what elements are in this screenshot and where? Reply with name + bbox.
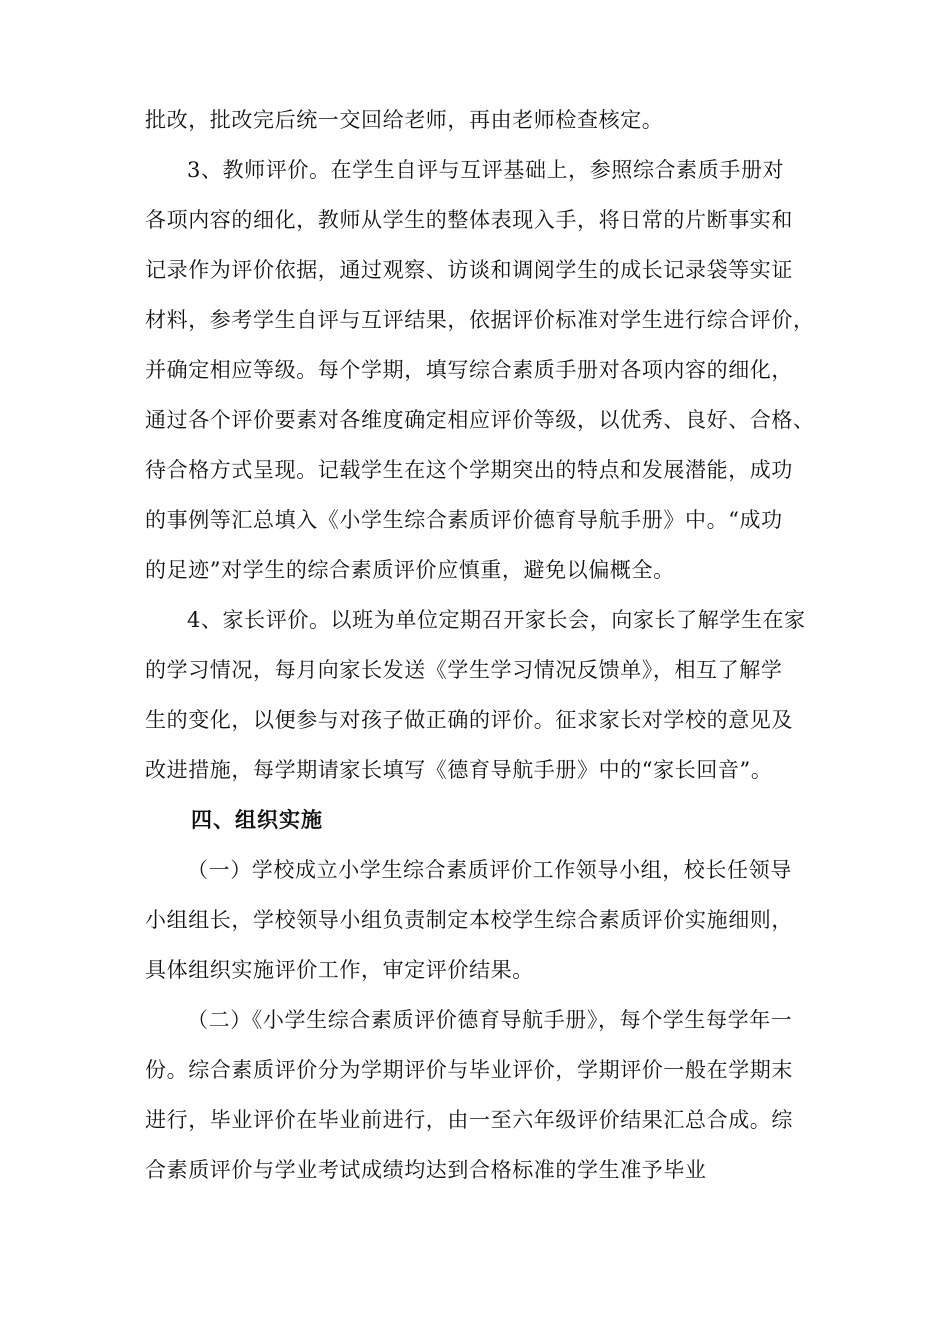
paragraph-line: （一）学校成立小学生综合素质评价工作领导小组，校长任领导 [187,858,792,882]
paragraph-line: 通过各个评价要素对各维度确定相应评价等级，以优秀、良好、合格、 [145,408,815,432]
paragraph-line: 改进措施，每学期请家长填写《德育导航手册》中的“家长回音”。 [145,758,773,782]
paragraph-line: 各项内容的细化，教师从学生的整体表现入手，将日常的片断事实和 [145,208,793,232]
paragraph-line: 的学习情况，每月向家长发送《学生学习情况反馈单》，相互了解学 [145,658,783,682]
paragraph-line: 并确定相应等级。每个学期，填写综合素质手册对各项内容的细化， [145,358,793,382]
paragraph-line: 小组组长，学校领导小组负责制定本校学生综合素质评价实施细则， [145,908,793,932]
paragraph-line: 合素质评价与学业考试成绩均达到合格标准的学生准予毕业 [145,1158,707,1182]
paragraph-line: 进行，毕业评价在毕业前进行，由一至六年级评价结果汇总合成。综 [145,1108,793,1132]
paragraph-line: 份。综合素质评价分为学期评价与毕业评价，学期评价一般在学期末 [145,1058,793,1082]
section-heading: 四、组织实施 [191,808,323,832]
paragraph-line: 记录作为评价依据，通过观察、访谈和调阅学生的成长记录袋等实证 [145,258,793,282]
paragraph-line: 生的变化，以便参与对孩子做正确的评价。征求家长对学校的意见及 [145,708,793,732]
paragraph-line: （二）《小学生综合素质评价德育导航手册》，每个学生每学年一 [187,1008,793,1032]
paragraph-line: 待合格方式呈现。记载学生在这个学期突出的特点和发展潜能，成功 [145,458,793,482]
paragraph-line: 具体组织实施评价工作，审定评价结果。 [145,958,534,982]
paragraph-line: 4、家长评价。以班为单位定期召开家长会，向家长了解学生在家 [187,608,806,632]
paragraph-line: 批改，批改完后统一交回给老师，再由老师检查核定。 [145,108,664,132]
paragraph-line: 材料，参考学生自评与互评结果，依据评价标准对学生进行综合评价， [145,308,815,332]
paragraph-line: 的事例等汇总填入《小学生综合素质评价德育导航手册》中。“成功 [145,508,783,532]
paragraph-line: 的足迹”对学生的综合素质评价应慎重，避免以偏概全。 [145,558,675,582]
paragraph-line: 3、教师评价。在学生自评与互评基础上，参照综合素质手册对 [187,158,785,182]
